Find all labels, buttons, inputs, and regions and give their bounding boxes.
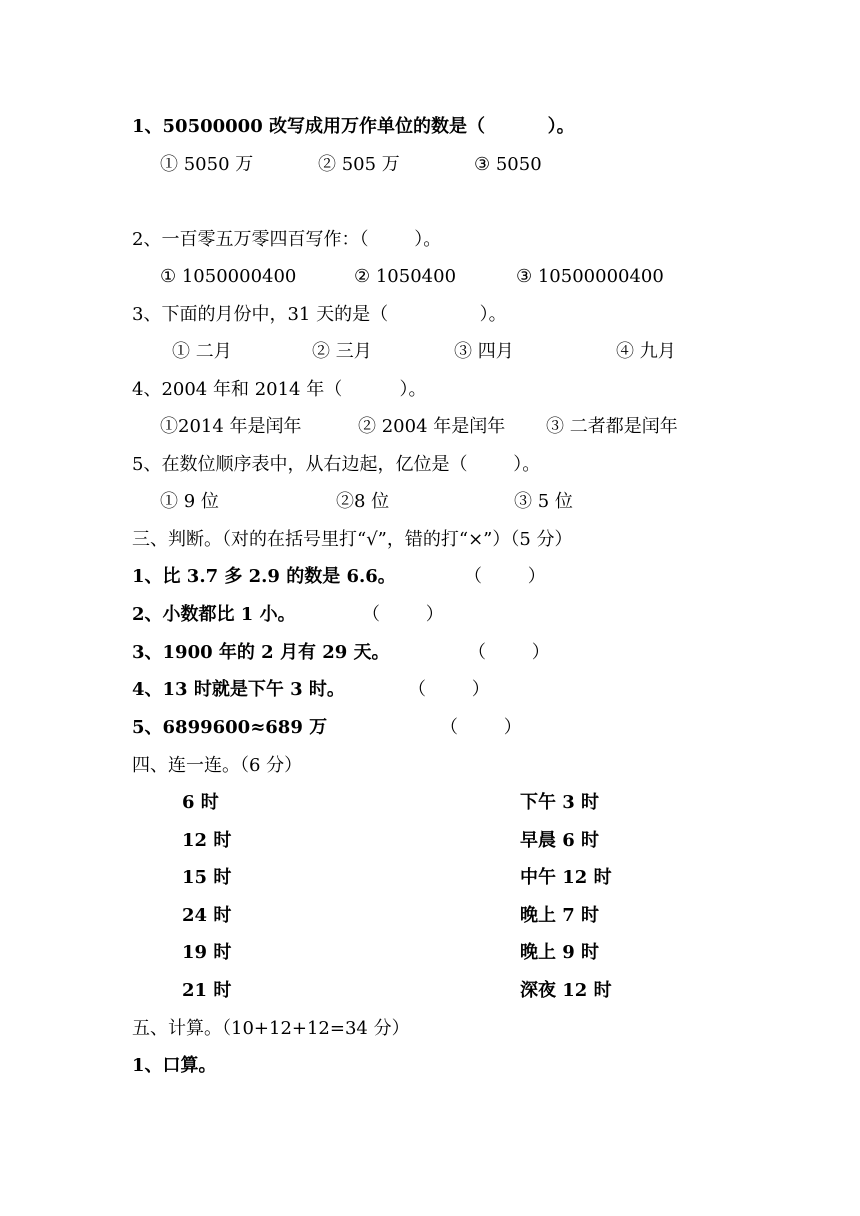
- q5-stem: 5、在数位顺序表中，从右边起，亿位是（ ）。: [132, 454, 541, 475]
- q4-stem: 4、2004 年和 2014 年（ ）。: [132, 379, 427, 400]
- q3-option-2: ② 三月: [312, 341, 372, 362]
- match-right-item-1[interactable]: 下午 3 时: [520, 792, 600, 813]
- q1-stem: 1、50500000 改写成用万作单位的数是（ ）。: [132, 116, 575, 137]
- q5-option-2: ②8 位: [336, 491, 390, 512]
- q1-option-3: ③ 5050: [474, 154, 542, 175]
- match-left-item-6[interactable]: 21 时: [182, 980, 232, 1001]
- judge-answer-paren-2[interactable]: （ ）: [362, 604, 444, 625]
- q2-option-1: ① 1050000400: [160, 266, 297, 287]
- judge-answer-paren-5[interactable]: （ ）: [440, 717, 522, 738]
- judge-answer-paren-3[interactable]: （ ）: [468, 642, 550, 663]
- match-right-item-5[interactable]: 晚上 9 时: [520, 942, 600, 963]
- judge-answer-paren-4[interactable]: （ ）: [408, 679, 490, 700]
- q5-option-3: ③ 5 位: [514, 491, 573, 512]
- match-right-item-4[interactable]: 晚上 7 时: [520, 905, 600, 926]
- section5-sub1-heading: 1、口算。: [132, 1055, 217, 1076]
- judge-answer-paren-1[interactable]: （ ）: [464, 566, 546, 587]
- q4-option-3: ③ 二者都是闰年: [546, 416, 678, 437]
- section3-heading: 三、判断。（对的在括号里打“√”，错的打“×”）（5 分）: [132, 529, 573, 550]
- judge-item-3: 3、1900 年的 2 月有 29 天。: [132, 642, 390, 663]
- judge-item-4: 4、13 时就是下午 3 时。: [132, 679, 345, 700]
- match-right-item-3[interactable]: 中午 12 时: [520, 867, 612, 888]
- match-right-item-6[interactable]: 深夜 12 时: [520, 980, 612, 1001]
- judge-item-1: 1、比 3.7 多 2.9 的数是 6.6。: [132, 566, 396, 587]
- match-right-item-2[interactable]: 早晨 6 时: [520, 830, 600, 851]
- q1-option-1: ① 5050 万: [160, 154, 254, 175]
- section4-heading: 四、连一连。（6 分）: [132, 755, 303, 776]
- match-left-item-1[interactable]: 6 时: [182, 792, 219, 813]
- q2-option-2: ② 1050400: [354, 266, 457, 287]
- q4-option-2: ② 2004 年是闰年: [358, 416, 506, 437]
- match-left-item-3[interactable]: 15 时: [182, 867, 232, 888]
- section5-heading: 五、计算。（10+12+12=34 分）: [132, 1018, 410, 1039]
- q5-option-1: ① 9 位: [160, 491, 219, 512]
- judge-item-5: 5、6899600≈689 万: [132, 717, 328, 738]
- match-left-item-4[interactable]: 24 时: [182, 905, 232, 926]
- q2-option-3: ③ 10500000400: [516, 266, 664, 287]
- match-left-item-2[interactable]: 12 时: [182, 830, 232, 851]
- q3-option-3: ③ 四月: [454, 341, 514, 362]
- judge-item-2: 2、小数都比 1 小。: [132, 604, 296, 625]
- q3-option-1: ① 二月: [172, 341, 232, 362]
- q1-option-2: ② 505 万: [318, 154, 400, 175]
- q3-option-4: ④ 九月: [616, 341, 676, 362]
- q3-stem: 3、下面的月份中，31 天的是（ ）。: [132, 304, 507, 325]
- q4-option-1: ①2014 年是闰年: [160, 416, 302, 437]
- match-left-item-5[interactable]: 19 时: [182, 942, 232, 963]
- q2-stem: 2、一百零五万零四百写作：（ ）。: [132, 229, 442, 250]
